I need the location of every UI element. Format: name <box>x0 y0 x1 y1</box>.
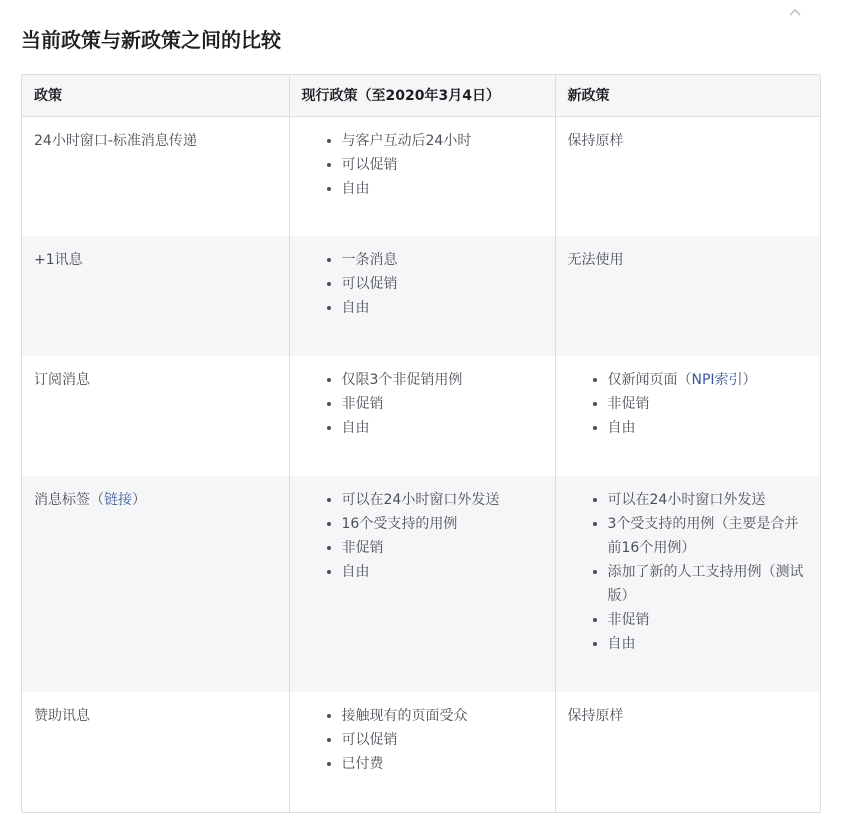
list-item: • 可以促销 <box>342 153 543 177</box>
list-item: • 自由 <box>608 416 809 440</box>
current-policy-cell <box>289 356 555 476</box>
new-policy-cell: 无法使用 <box>555 236 820 356</box>
list-item: • 3个受支持的用例（主要是合并前16个用例） <box>608 512 809 560</box>
policy-name: 订阅消息 <box>34 372 90 388</box>
header-policy: 政策 <box>22 75 289 116</box>
table-row <box>22 476 820 692</box>
current-policy-cell <box>289 116 555 236</box>
table-header-row <box>22 75 820 116</box>
current-policy-cell <box>289 476 555 692</box>
table-row <box>22 116 820 236</box>
list-item: • 自由 <box>342 560 543 584</box>
list-item: • 与客户互动后24小时 <box>342 129 543 153</box>
list-item: • 自由 <box>342 177 543 201</box>
table-row <box>22 236 820 356</box>
list-item: • 已付费 <box>342 752 543 776</box>
new-policy-cell: 保持原样 <box>555 692 820 812</box>
list-item: • 可以促销 <box>342 728 543 752</box>
header-new-policy: 新政策 <box>555 75 820 116</box>
collapse-button[interactable] <box>786 4 804 20</box>
policy-comparison-table <box>21 74 821 813</box>
chevron-up-icon <box>786 4 804 20</box>
current-policy-cell <box>289 692 555 812</box>
policy-name: 24小时窗口-标准消息传递 <box>34 132 197 149</box>
page-title: 当前政策与新政策之间的比较 <box>21 28 281 52</box>
new-policy-cell <box>555 356 820 476</box>
npi-index-link[interactable]: NPI索引 <box>691 372 743 388</box>
list-item: • 非促销 <box>608 608 809 632</box>
policy-name-text: ） <box>132 492 146 508</box>
list-item: • 可以促销 <box>342 272 543 296</box>
table-row <box>22 692 820 812</box>
policy-name: +1讯息 <box>34 252 83 268</box>
header-current-policy: 现行政策（至2020年3月4日） <box>289 75 555 116</box>
list-item-text: 仅新闻页面（ <box>607 372 692 388</box>
list-item: • 自由 <box>342 296 543 320</box>
list-item-text: ） <box>742 372 757 388</box>
new-policy-cell <box>555 476 820 692</box>
list-item: • 自由 <box>608 632 809 656</box>
policy-name: 赞助讯息 <box>34 708 90 724</box>
list-item: • 添加了新的人工支持用例（测试版） <box>608 560 809 608</box>
list-item: • 可以在24小时窗口外发送 <box>342 488 543 512</box>
list-item: • 非促销 <box>342 392 543 416</box>
message-tags-link[interactable]: 链接 <box>104 492 132 508</box>
list-item: • 自由 <box>342 416 543 440</box>
list-item: • 非促销 <box>608 392 809 416</box>
list-item <box>608 368 809 392</box>
list-item: • 16个受支持的用例 <box>342 512 543 536</box>
list-item: • 接触现有的页面受众 <box>342 704 543 728</box>
list-item: • 可以在24小时窗口外发送 <box>608 488 809 512</box>
list-item: • 一条消息 <box>342 248 543 272</box>
list-item: • 非促销 <box>342 536 543 560</box>
policy-name-text: 消息标签（ <box>34 492 104 508</box>
list-item: • 仅限3个非促销用例 <box>342 368 543 392</box>
policy-name <box>22 476 289 692</box>
new-policy-cell: 保持原样 <box>555 116 820 236</box>
table-row <box>22 356 820 476</box>
current-policy-cell <box>289 236 555 356</box>
